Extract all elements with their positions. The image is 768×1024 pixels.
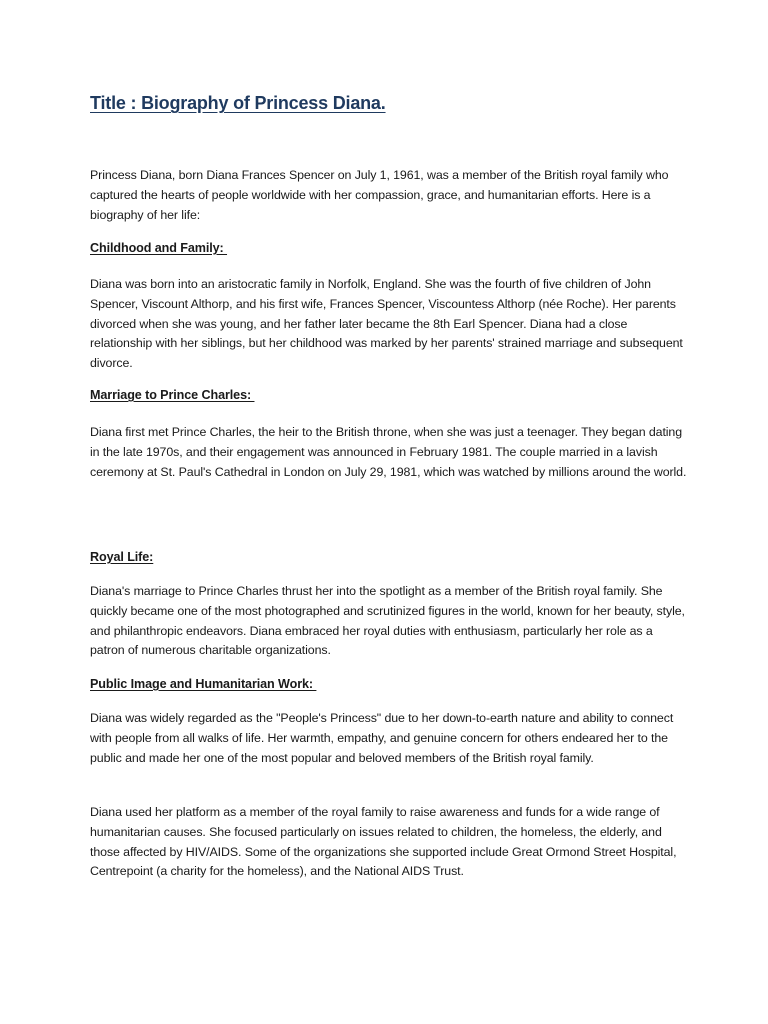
section-paragraph-childhood: Diana was born into an aristocratic family in Norfolk, England. She was the fourth of five children of John Spencer, Viscount Althorp, and his first wife, Frances Spencer, Viscountess Althorp (née Roche). Her parents divorced when she was young, and her father later became the 8th Earl Spencer. Diana had a close relationship with her siblings, but her childhood was marked by her parents' strained marriage and subsequent divorce. (90, 277, 683, 371)
section-heading-royal-life: Royal Life: (90, 550, 154, 564)
section-heading-childhood: Childhood and Family: (90, 241, 228, 255)
section-paragraph-marriage: Diana first met Prince Charles, the heir to the British throne, when she was just a teenager. They began dating in the late 1970s, and their engagement was announced in February 1981. The couple married in a lavish ceremony at St. Paul's Cathedral in London on July 29, 1981, which was watched by millions around the world. (90, 425, 687, 479)
section-paragraph-public-image: Diana was widely regarded as the "People's Princess" due to her down-to-earth nature and ability to connect with people from all walks of life. Her warmth, empathy, and genuine concern for others endeared her to the public and made her one of the most popular and beloved members of the British royal family. (90, 711, 674, 765)
document-title: Title : Biography of Princess Diana. (90, 93, 386, 113)
section-paragraph-humanitarian: Diana used her platform as a member of the royal family to raise awareness and funds for a wide range of humanitarian causes. She focused particularly on issues related to children, the homeless, the elderly, and those affected by HIV/AIDS. Some of the organizations she supported include Great Ormond Street Hospital, Centrepoint (a charity for the homeless), and the National AIDS Trust. (90, 805, 677, 879)
section-heading-public-image: Public Image and Humanitarian Work: (90, 677, 317, 691)
section-heading-marriage: Marriage to Prince Charles: (90, 388, 255, 402)
intro-paragraph: Princess Diana, born Diana Frances Spencer on July 1, 1961, was a member of the British royal family who captured the hearts of people worldwide with her compassion, grace, and humanitarian efforts. Here is a biography of her life: (90, 168, 669, 222)
section-paragraph-royal-life: Diana's marriage to Prince Charles thrust her into the spotlight as a member of the British royal family. She quickly became one of the most photographed and scrutinized figures in the world, known for her beauty, style, and philanthropic endeavors. Diana embraced her royal duties with enthusiasm, particularly her role as a patron of numerous charitable organizations. (90, 584, 685, 658)
